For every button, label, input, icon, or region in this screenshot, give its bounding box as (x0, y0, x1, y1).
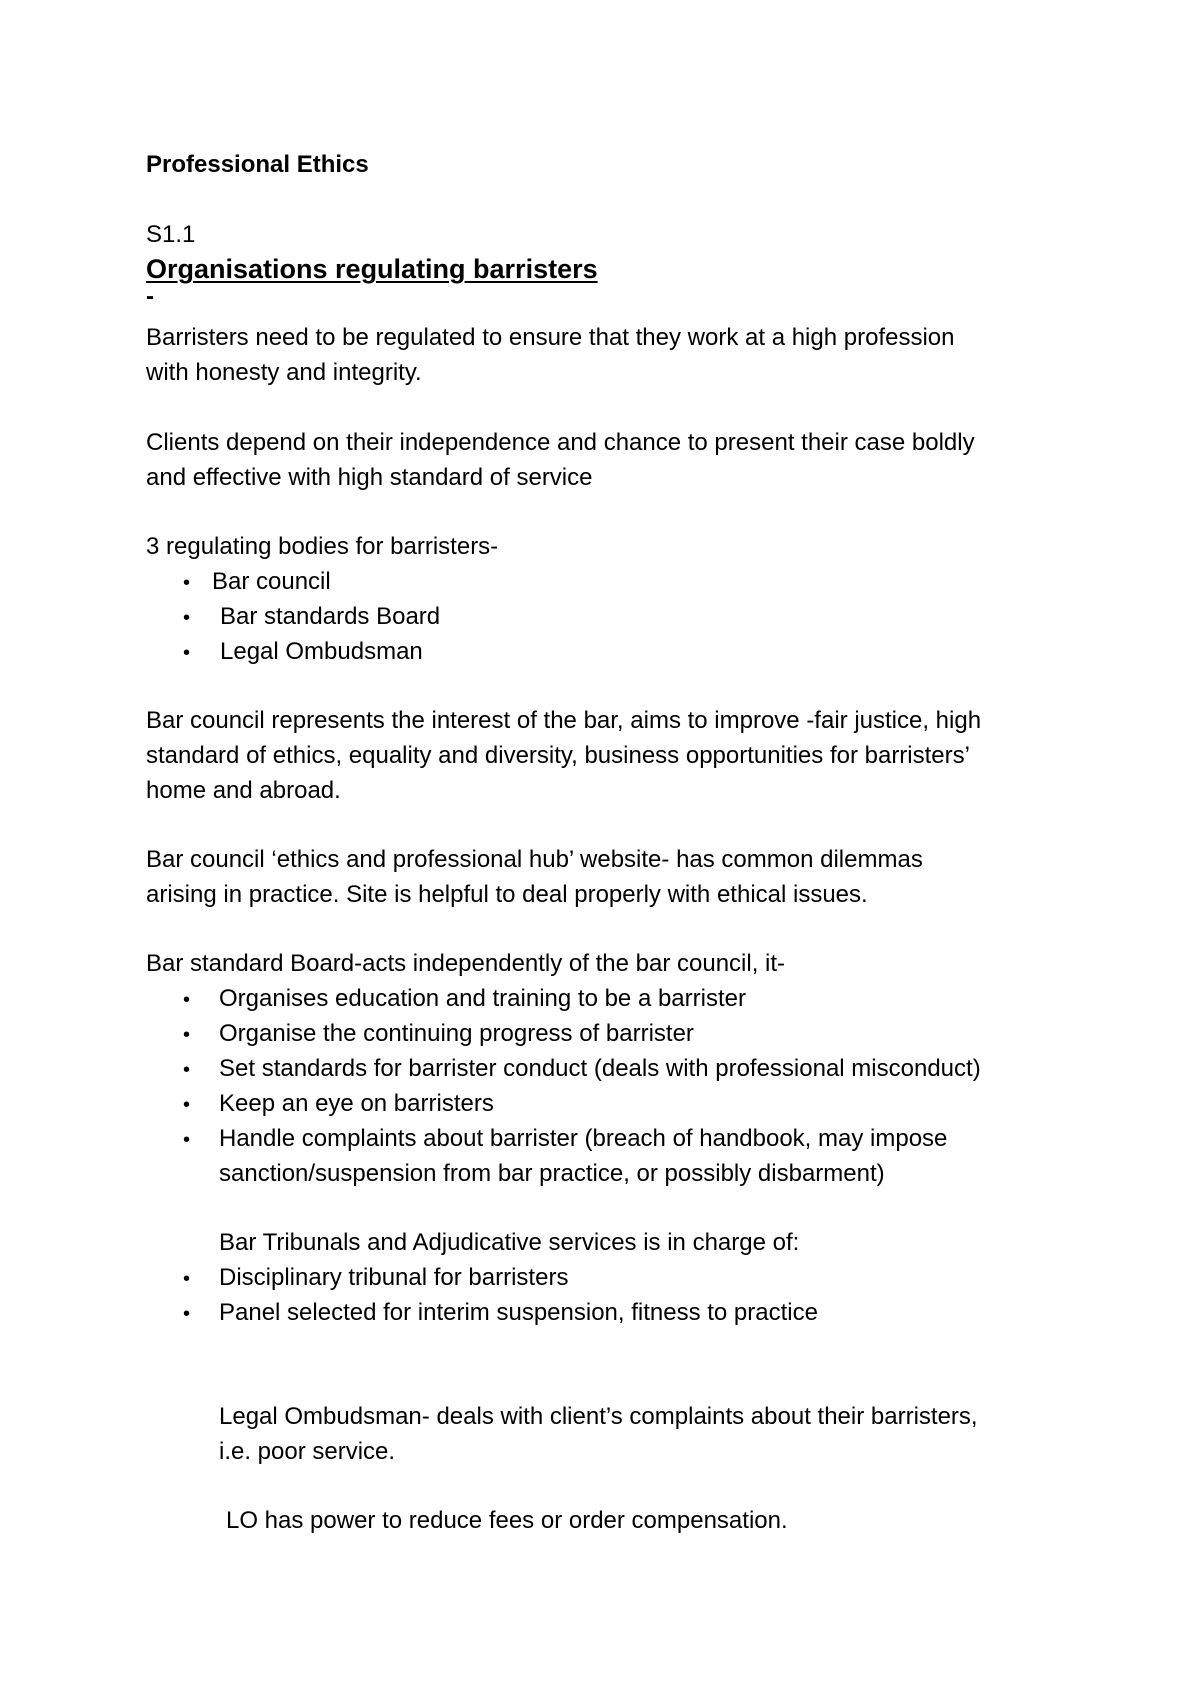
list-intro: Bar Tribunals and Adjudicative services is in charge of: (219, 1229, 800, 1256)
list-item-text: Keep an eye on barristers (219, 1090, 494, 1117)
section-heading: Organisations regulating barristers (146, 254, 598, 284)
list-item (183, 1019, 694, 1050)
list-item (183, 984, 746, 1015)
bullet-icon: • (183, 1268, 191, 1290)
paragraph-line: and effective with high standard of service (146, 464, 593, 491)
bullet-icon: • (183, 572, 191, 594)
bullet-icon: • (183, 642, 191, 664)
bullet-icon: • (183, 1024, 191, 1046)
paragraph-line: arising in practice. Site is helpful to deal properly with ethical issues. (146, 881, 868, 908)
list-item-text: Bar standards Board (220, 603, 441, 630)
list-item (183, 1124, 947, 1155)
paragraph-line: Bar council represents the interest of the bar, aims to improve -fair justice, high (146, 707, 982, 734)
list-intro: Bar standard Board-acts independently of the bar council, it- (146, 950, 786, 977)
list-item-text: Set standards for barrister conduct (deals with professional misconduct) (219, 1055, 981, 1082)
paragraph-line: with honesty and integrity. (146, 359, 422, 386)
section-number: S1.1 (146, 221, 196, 248)
bullet-icon: • (183, 1129, 191, 1151)
bullet-icon: • (183, 1059, 191, 1081)
paragraph-line: i.e. poor service. (219, 1438, 396, 1465)
paragraph-line: home and abroad. (146, 777, 341, 804)
paragraph-line: Legal Ombudsman- deals with client’s complaints about their barristers, (219, 1403, 978, 1430)
list-item (183, 602, 440, 633)
list-item-text: Disciplinary tribunal for barristers (219, 1264, 569, 1291)
list-item (183, 1054, 981, 1085)
paragraph-line: Clients depend on their independence and chance to present their case boldly (146, 429, 975, 456)
bullet-icon: • (183, 1303, 191, 1325)
document-title: Professional Ethics (146, 151, 369, 178)
list-item (183, 1089, 494, 1120)
list-item (183, 637, 423, 668)
heading-dash: - (146, 283, 154, 310)
paragraph-line: standard of ethics, equality and diversity, business opportunities for barristers’ (146, 742, 970, 769)
list-item-text: Handle complaints about barrister (breach of handbook, may impose (219, 1125, 948, 1152)
bullet-icon: • (183, 1094, 191, 1116)
list-intro: 3 regulating bodies for barristers- (146, 533, 499, 560)
paragraph-line: LO has power to reduce fees or order compensation. (226, 1507, 788, 1534)
bullet-icon: • (183, 607, 191, 629)
list-item (183, 567, 331, 598)
paragraph-line: Barristers need to be regulated to ensure that they work at a high profession (146, 324, 955, 351)
list-item (183, 1263, 568, 1294)
list-item-text: Legal Ombudsman (220, 638, 423, 665)
list-item-text: Panel selected for interim suspension, fitness to practice (219, 1299, 818, 1326)
list-item-text: Organises education and training to be a barrister (219, 985, 746, 1012)
paragraph-line: Bar council ‘ethics and professional hub’ website- has common dilemmas (146, 846, 923, 873)
bullet-icon: • (183, 989, 191, 1011)
list-item (183, 1298, 818, 1329)
list-item-text: Organise the continuing progress of barrister (219, 1020, 694, 1047)
list-item-text: Bar council (212, 568, 331, 595)
list-item-continuation: sanction/suspension from bar practice, or possibly disbarment) (219, 1160, 885, 1187)
